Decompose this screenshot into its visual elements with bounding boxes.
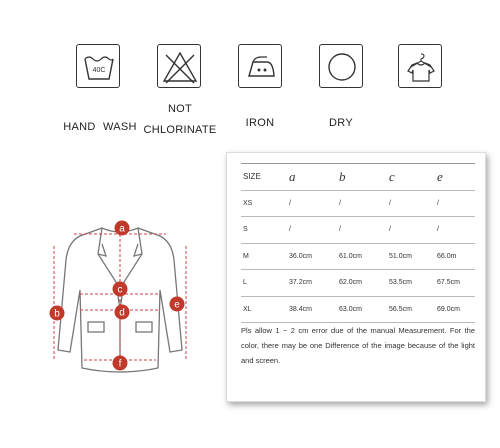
table-cell: 67.5cm (437, 279, 460, 286)
header-cell: e (437, 169, 443, 184)
table-cell: / (339, 199, 341, 207)
table-cell: / (289, 199, 291, 207)
table-cell: / (289, 226, 291, 233)
table-cell: M (243, 252, 249, 260)
iron-icon (238, 44, 282, 88)
measurement-note: Pls allow 1 ~ 2 cm error due of the manual Measurement. For the color, there may be one Difference of the image because of the light and screen. (241, 326, 475, 365)
table-row (241, 191, 475, 218)
table-row (241, 217, 475, 244)
table-cell: / (389, 226, 391, 233)
table-cell: / (437, 226, 439, 233)
table-cell: XL (243, 305, 252, 313)
table-cell: 66.0m (437, 252, 457, 260)
table-cell: 61.0cm (339, 252, 362, 260)
svg-text:e: e (174, 299, 180, 311)
table-cell: / (339, 226, 341, 233)
table-cell: L (243, 279, 247, 286)
svg-text:f: f (118, 358, 122, 370)
size-chart-card (226, 152, 486, 402)
table-cell: 62.0cm (339, 279, 362, 286)
table-row (241, 244, 475, 271)
svg-text:d: d (119, 307, 125, 319)
table-cell: S (243, 226, 248, 233)
table-cell: / (389, 199, 391, 207)
hang-dry-icon (398, 44, 442, 88)
jacket-diagram (40, 210, 220, 390)
table-row (241, 297, 475, 324)
marker-c (111, 280, 129, 298)
no-bleach-icon (157, 44, 201, 88)
table-cell: 69.0cm (437, 305, 460, 313)
marker-e (168, 295, 186, 313)
svg-text:40C: 40C (92, 67, 106, 74)
header-cell: c (389, 169, 395, 184)
table-cell: 53.5cm (389, 279, 412, 286)
not-chlorinate-label: NOT CHLORINATE (143, 103, 217, 136)
dry-label: DRY (329, 117, 353, 129)
header-cell: b (339, 169, 346, 184)
svg-text:a: a (119, 223, 125, 235)
marker-a (113, 219, 131, 237)
table-cell: 56.5cm (389, 305, 412, 313)
table-cell: 37.2cm (289, 279, 312, 286)
hand-wash-label: HAND WASH (63, 121, 137, 133)
dry-icon (319, 44, 363, 88)
iron-label: IRON (245, 117, 275, 129)
table-cell: XS (243, 199, 253, 207)
svg-text:c: c (117, 284, 123, 296)
table-cell: 36.0cm (289, 252, 312, 260)
table-cell: / (437, 199, 439, 207)
header-cell: a (289, 169, 296, 184)
table-cell: 38.4cm (289, 305, 312, 313)
table-row (241, 270, 475, 297)
marker-d (113, 303, 131, 321)
table-cell: 51.0cm (389, 252, 412, 260)
table-cell: 63.0cm (339, 305, 362, 313)
size-table (241, 163, 475, 323)
marker-b (48, 304, 66, 322)
header-cell: SIZE (243, 172, 261, 181)
marker-f (111, 354, 129, 372)
hand-wash-icon (76, 44, 120, 88)
table-header (241, 163, 475, 191)
svg-text:b: b (54, 308, 60, 320)
